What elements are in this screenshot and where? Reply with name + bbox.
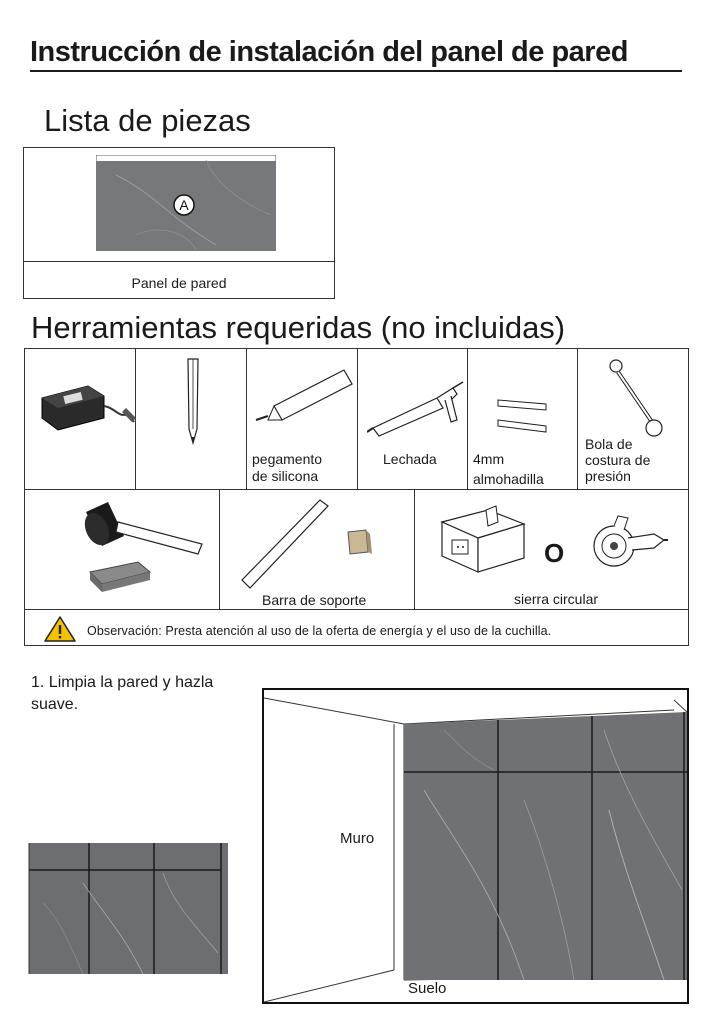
panel-marker: A xyxy=(179,197,189,213)
tool-label-bola-3: presión xyxy=(585,468,631,484)
cell-divider xyxy=(357,348,358,490)
cell-divider xyxy=(219,489,220,610)
silicone-tube-icon xyxy=(254,366,354,428)
warning-text: Observación: Presta atención al uso de la oferta de energía y el uso de la cuchilla. xyxy=(87,624,552,638)
marble-panel-image xyxy=(96,155,276,251)
wall-panels-preview xyxy=(23,843,228,974)
tool-label-almohadilla: almohadilla xyxy=(473,471,544,487)
tool-label-silicone-1: pegamento xyxy=(252,451,323,467)
parts-panel-label: Panel de pared xyxy=(131,275,227,291)
tool-label-sierra: sierra circular xyxy=(514,591,599,607)
cell-divider xyxy=(577,348,578,490)
tool-label-silicone-2: de silicona xyxy=(252,468,319,484)
parts-heading: Lista de piezas xyxy=(44,103,251,138)
circular-saw-icon xyxy=(588,512,670,572)
page-title: Instrucción de instalación del panel de pared xyxy=(30,36,628,68)
tools-heading: Herramientas requeridas (no incluidas) xyxy=(31,310,566,345)
tool-label-4mm: 4mm xyxy=(473,451,505,467)
wall-label: Muro xyxy=(340,830,375,847)
room-illustration xyxy=(264,690,687,1002)
floor-label: Suelo xyxy=(408,980,447,997)
tool-label-bola-1: Bola de xyxy=(585,436,633,452)
pressure-seam-ball-icon xyxy=(602,356,666,440)
rubber-mallet-icon xyxy=(78,498,208,598)
title-underline xyxy=(30,70,682,72)
table-saw-icon xyxy=(438,502,528,576)
tool-label-bola-2: costura de xyxy=(585,452,651,468)
cell-divider xyxy=(414,489,415,610)
or-connector: O xyxy=(544,538,565,568)
tool-label-barra: Barra de soporte xyxy=(262,592,367,608)
caulk-gun-icon xyxy=(367,378,465,438)
tool-label-lechada: Lechada xyxy=(383,451,437,467)
support-bar-icon xyxy=(236,496,386,592)
tape-measure-icon xyxy=(38,378,138,448)
parts-divider xyxy=(23,261,335,262)
step-1-text: 1. Limpia la pared y hazla suave. xyxy=(31,674,214,713)
pencil-icon xyxy=(183,355,203,447)
spacer-pads-icon xyxy=(496,396,552,438)
cell-divider xyxy=(467,348,468,490)
cell-divider xyxy=(246,348,247,490)
warning-triangle-icon xyxy=(43,615,77,643)
